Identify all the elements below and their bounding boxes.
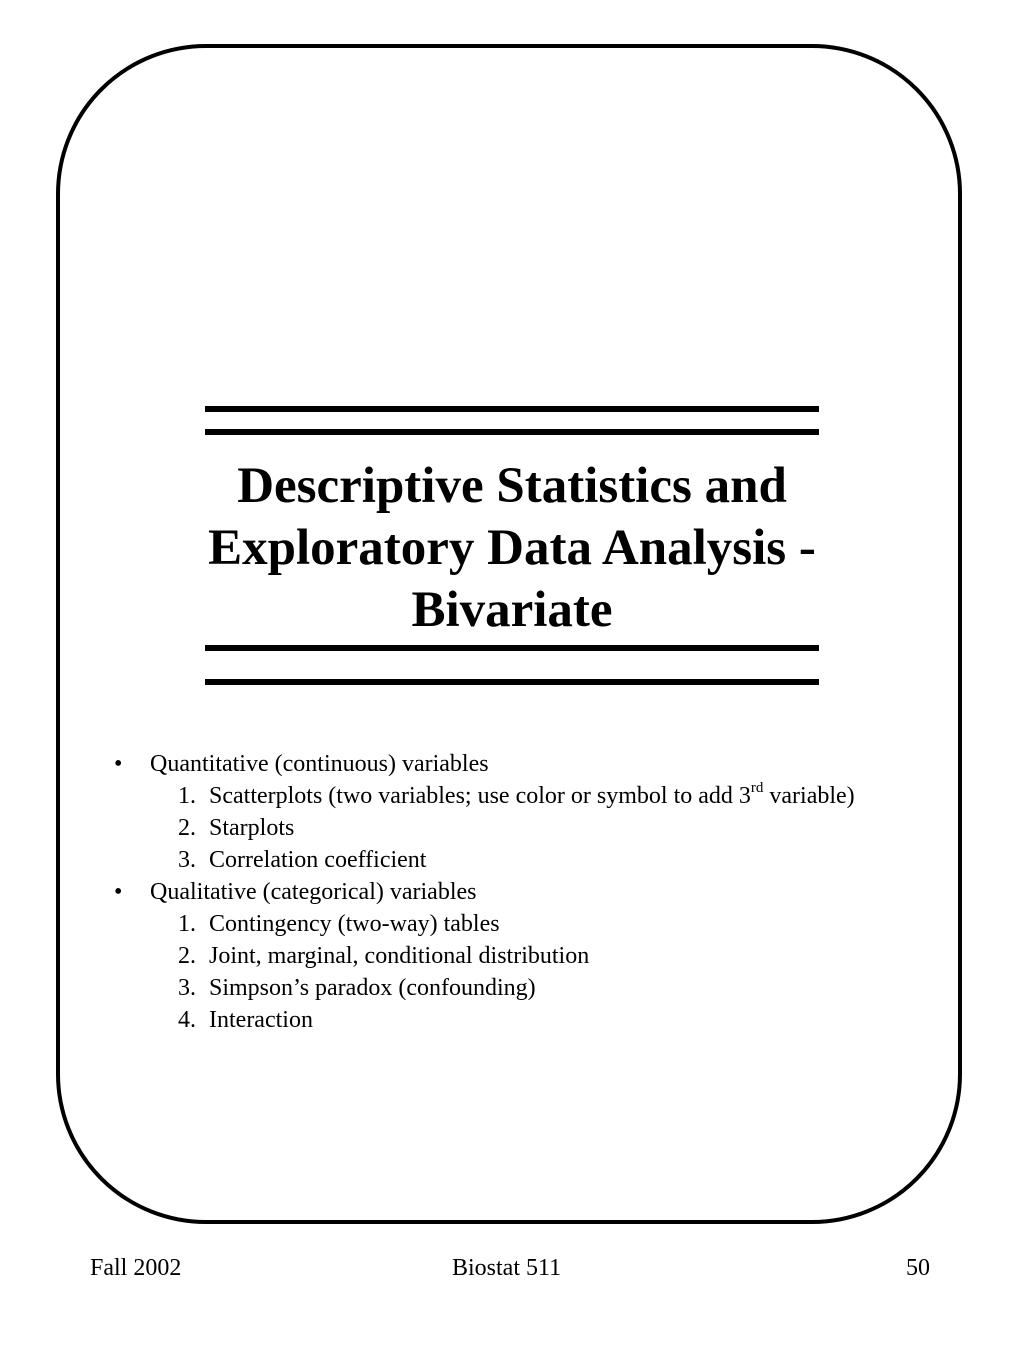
slide-title (150, 455, 874, 641)
item-text: Contingency (two-way) tables (209, 911, 500, 937)
slide-title-line-2: Exploratory Data Analysis - (208, 520, 816, 576)
slide-title-line-3: Bivariate (411, 582, 613, 638)
item-text-main: Scatterplots (two variables; use color or symbol to add 3 (209, 783, 751, 809)
title-rule-bottom-1 (205, 645, 819, 651)
title-rule-top-1 (205, 406, 819, 412)
sub-list-item (112, 780, 952, 812)
item-text (209, 780, 855, 812)
item-number: 1. (178, 783, 196, 809)
item-text: Simpson’s paradox (confounding) (209, 975, 536, 1001)
sub-list-item (112, 844, 952, 876)
item-superscript: rd (750, 780, 764, 796)
item-number: 4. (178, 1007, 196, 1033)
sub-list-item (112, 940, 952, 972)
bullet-text: Qualitative (categorical) variables (150, 879, 477, 905)
slide-title-line-1: Descriptive Statistics and (237, 458, 787, 514)
item-text: Starplots (209, 815, 295, 841)
title-rule-top-2 (205, 429, 819, 435)
bullet-marker: • (114, 879, 123, 905)
bullet-marker: • (114, 751, 123, 777)
footer-term: Fall 2002 (90, 1255, 182, 1281)
sub-list-item (112, 972, 952, 1004)
footer-page-number: 50 (906, 1255, 930, 1281)
title-rule-bottom-2 (205, 679, 819, 685)
sub-list-item (112, 812, 952, 844)
item-number: 1. (178, 911, 196, 937)
item-text-tail: variable) (763, 783, 855, 809)
footer-course: Biostat 511 (452, 1255, 562, 1281)
item-number: 3. (178, 975, 196, 1001)
item-number: 3. (178, 847, 196, 873)
bullet-item-qualitative (112, 876, 952, 908)
bullet-item-quantitative (112, 748, 952, 780)
item-number: 2. (178, 943, 196, 969)
sub-list-item (112, 908, 952, 940)
bullet-text: Quantitative (continuous) variables (150, 751, 489, 777)
sub-list-item (112, 1004, 952, 1036)
item-text: Interaction (209, 1007, 313, 1033)
item-number: 2. (178, 815, 196, 841)
item-text: Correlation coefficient (209, 847, 427, 873)
bullet-list (112, 748, 952, 1036)
item-text: Joint, marginal, conditional distribution (209, 943, 590, 969)
